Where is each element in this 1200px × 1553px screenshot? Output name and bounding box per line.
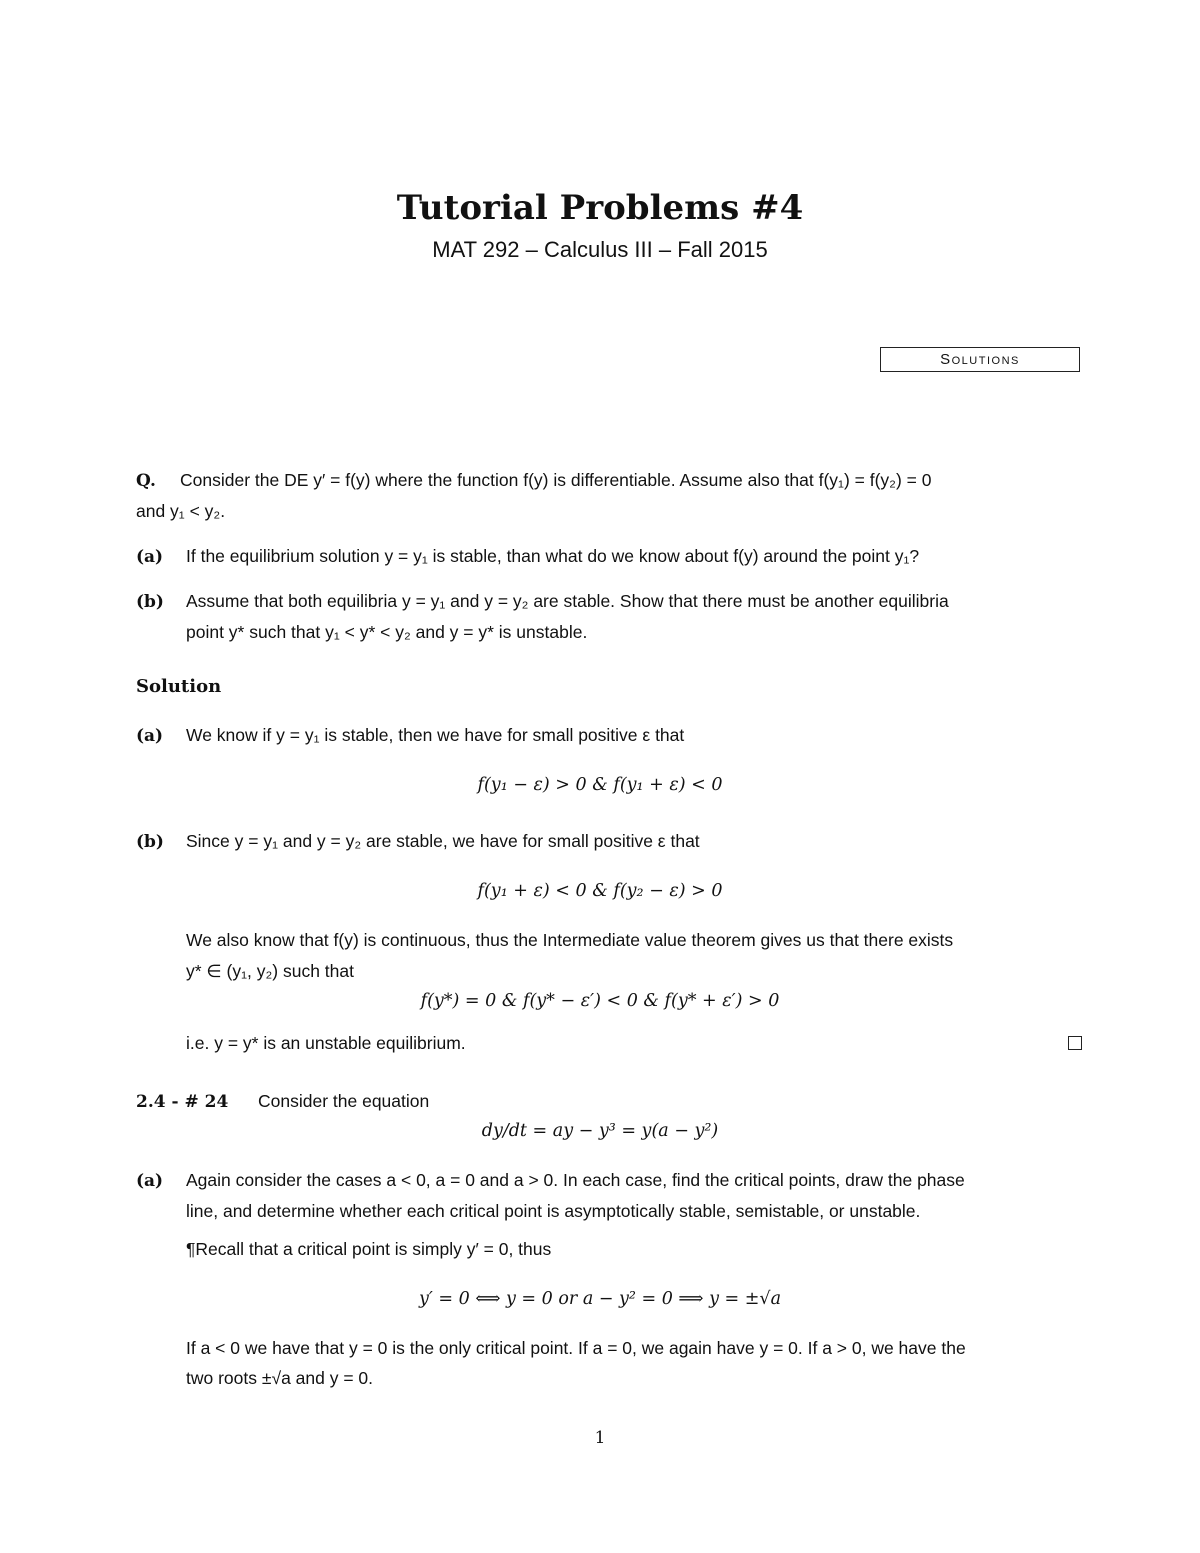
solution-a-equation: f(y₁ − ε) > 0 & f(y₁ + ε) < 0: [477, 775, 723, 795]
page-number: 1: [594, 1428, 606, 1448]
solution-a-text: We know if y = y₁ is stable, then we have for small positive ε that: [186, 725, 685, 745]
part-b-text-line1: Assume that both equilibria y = y₁ and y = y₂ are stable. Show that there must be another equilibria: [186, 591, 949, 611]
question-label: Q.: [136, 471, 156, 491]
problem-text: Consider the equation: [258, 1091, 430, 1111]
problem-a-line2: line, and determine whether each critical point is asymptotically stable, semistable, or unstable.: [186, 1201, 921, 1221]
page-subtitle: MAT 292 – Calculus III – Fall 2015: [432, 237, 768, 262]
recall-equation: y′ = 0 ⟺ y = 0 or a − y² = 0 ⟹ y = ±√a: [418, 1289, 781, 1309]
part-b-text-line2: point y* such that y₁ < y* < y₂ and y = y* is unstable.: [186, 622, 588, 642]
solutions-box: Solutions: [880, 347, 1080, 372]
solution-b-conclusion: i.e. y = y* is an unstable equilibrium.: [186, 1033, 466, 1053]
cases-line1: If a < 0 we have that y = 0 is the only critical point. If a = 0, we again have y = 0. If a > 0, we have the: [186, 1338, 966, 1358]
question-text-line1: Consider the DE y′ = f(y) where the function f(y) is differentiable. Assume also that f(y₁) = f(y₂) = 0: [180, 470, 932, 490]
solution-b-equation2: f(y*) = 0 & f(y* − ε′) < 0 & f(y* + ε′) > 0: [420, 991, 780, 1011]
solution-b-text2-line2: y* ∈ (y₁, y₂) such that: [186, 961, 354, 981]
problem-a-line1: Again consider the cases a < 0, a = 0 and a > 0. In each case, find the critical points, draw the phase: [186, 1170, 965, 1190]
problem-label: 2.4 - # 24: [136, 1092, 229, 1112]
question-text-line2: and y₁ < y₂.: [136, 501, 226, 521]
solution-b-text: Since y = y₁ and y = y₂ are stable, we have for small positive ε that: [186, 831, 700, 851]
solution-b-equation: f(y₁ + ε) < 0 & f(y₂ − ε) > 0: [477, 881, 723, 901]
part-a-label: (a): [136, 547, 164, 567]
solution-heading: Solution: [136, 676, 222, 697]
qed-square-icon: [1068, 1036, 1082, 1050]
recall-text: ¶Recall that a critical point is simply y′ = 0, thus: [186, 1239, 552, 1259]
page-title: Tutorial Problems #4: [396, 188, 804, 228]
part-a-text: If the equilibrium solution y = y₁ is stable, than what do we know about f(y) around the point y₁?: [186, 546, 920, 566]
solution-b-text2-line1: We also know that f(y) is continuous, thus the Intermediate value theorem gives us that there exists: [186, 930, 954, 950]
cases-line2: two roots ±√a and y = 0.: [186, 1368, 374, 1388]
problem-equation: dy/dt = ay − y³ = y(a − y²): [481, 1121, 719, 1141]
part-b-label: (b): [136, 592, 164, 612]
solution-a-label: (a): [136, 726, 164, 746]
solution-b-label: (b): [136, 832, 164, 852]
problem-a-label: (a): [136, 1171, 164, 1191]
